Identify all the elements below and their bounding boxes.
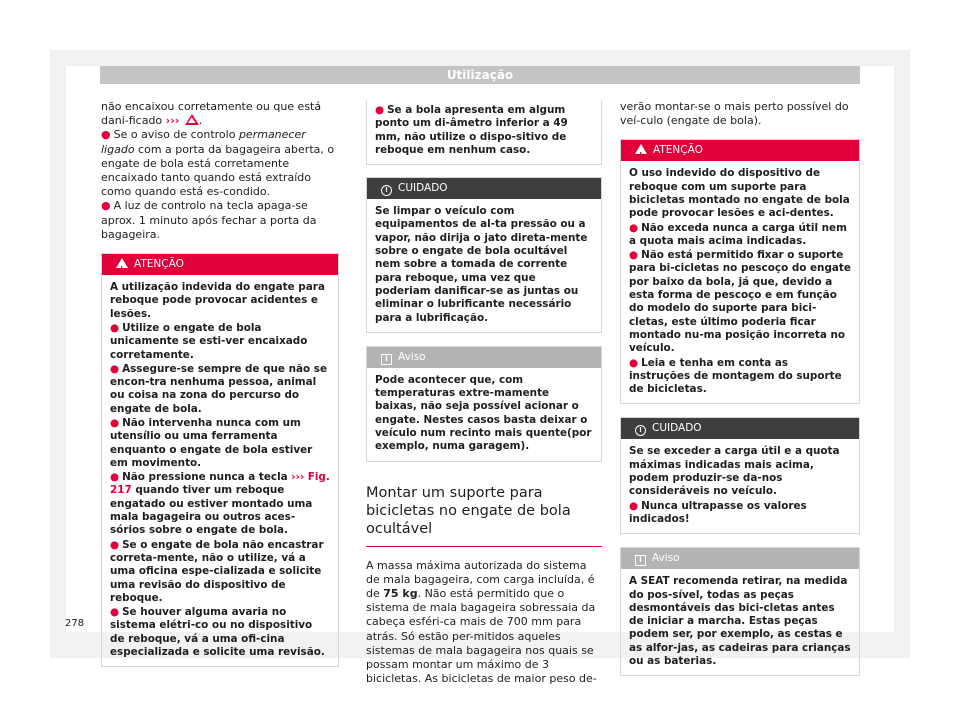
warning-box-header: !ATENÇÃO xyxy=(102,254,338,275)
warning-box xyxy=(620,139,860,404)
note-box-header: i Aviso xyxy=(621,548,859,569)
caution-box-body: Se limpar o veículo com equipamentos de al-ta pressão ou a vapor, não dirija o jato direta-mente sobre o engate de bola ocultável nem sobre a tomada de corrente para reboque, uma vez que poderiam danificar-se as juntas ou eliminar o lubrificante necessário para a lubrificação. xyxy=(375,205,588,324)
list-item: ● Não intervenha nunca com um utensílio ou uma ferramenta enquanto o engate de bola estiver em movimento. xyxy=(110,417,313,469)
note-box-body: Pode acontecer que, com temperaturas extre-mamente baixas, não seja possível acionar o engate. Nestes casos basta deixar o veículo num recinto mais quente(por exemplo, numa garagem). xyxy=(375,373,592,453)
list-item: ● Utilize o engate de bola unicamente se esti-ver encaixado corretamente. xyxy=(110,321,308,361)
list-item: ● A luz de controlo na tecla apaga-se aprox. 1 minuto após fechar a porta da bagageira. xyxy=(101,199,317,241)
warning-box-body: A utilização indevida do engate para reboque pode provocar acidentes e lesões. ● Utilize o engate de bola unicamente se esti-ver encaixado corretamente. ● Assegure-se sempre de que não se encon-tra nenhuma pessoa, animal ou coisa na zona do percurso do engate de bola. ● Não intervenha nunca com um utensílio ou uma ferramenta enquanto o engate de bola estiver em movimento. ● Não pressione nunca a tecla ››› Fig. 217 quando tiver um reboque engatado ou estiver montado uma mala bagageira ou outros aces-sórios sobre o engate de bola. ● Se o engate de bola não encastrar correta-mente, não o utilize, vá a uma oficina espe-cializada e solicite uma revisão do dispositivo de reboque. ● Se houver alguma avaria no sistema elétri-co ou no dispositivo de reboque, vá a uma ofi-cina especializada e solicite uma revisão. xyxy=(110,281,330,659)
list-item: ● Leia e tenha em conta as instruções de montagem do suporte de bicicletas. xyxy=(629,356,842,396)
list-item: ● Se a bola apresenta em algum ponto um di-âmetro inferior a 49 mm, não utilize o dispo-sitivo de reboque em nenhum caso. xyxy=(375,104,568,156)
bullet-icon: ● xyxy=(110,471,120,484)
figure-link[interactable]: ››› Fig. 217 xyxy=(110,471,330,497)
bullet-icon: ● xyxy=(110,606,120,619)
warning-icon xyxy=(635,144,647,154)
list-item: ● Não pressione nunca a tecla ››› Fig. 217 quando tiver um reboque engatado ou estiver montado uma mala bagageira ou outros aces-sórios sobre o engate de bola. xyxy=(110,471,330,537)
bullet-icon: ● xyxy=(629,499,639,512)
caution-box xyxy=(366,177,602,333)
list-item: ● Se houver alguma avaria no sistema elétri-co ou no dispositivo de reboque, vá a uma ofi-cina especializada e solicite uma revisão. xyxy=(110,606,325,659)
bullet-icon: ● xyxy=(629,221,639,234)
intro-text: não encaixou corretamente ou que está dani-ficado ››› . xyxy=(101,100,322,128)
warning-box-body: O uso indevido do dispositivo de reboque com um suporte para bicicletas montado no engate de bola pode provocar lesões e aci-dentes. ● Não exceda nunca a carga útil nem a quota mais acima indicadas. ● Não está permitido fixar o suporte para bi-cicletas no pescoço do engate por baixo da bola, já que, devido a esta forma de pescoço e em função do modelo do suporte para bici-cletas, este último poderia ficar montado nu-ma posição incorreta no veículo. ● Leia e tenha em conta as instruções de montagem do suporte de bicicletas. xyxy=(629,167,851,396)
column-1 xyxy=(101,100,339,667)
warning-box xyxy=(101,253,339,667)
bullet-icon: ● xyxy=(375,104,385,116)
caution-icon: ! xyxy=(381,185,392,196)
note-box xyxy=(620,547,860,676)
bullet-icon: ● xyxy=(110,362,120,375)
list-item: ● Se o engate de bola não encastrar correta-mente, não o utilize, vá a uma oficina espe-cializada e solicite uma revisão do dispositivo de reboque. xyxy=(110,538,324,604)
list-item: ● Nunca ultrapasse os valores indicados! xyxy=(629,499,807,525)
list-item: ● Assegure-se sempre de que não se encon-tra nenhuma pessoa, animal ou coisa na zona do percurso do engate de bola. xyxy=(110,362,327,415)
list-item: ● Se o aviso de controlo permanecer ligado com a porta da bagageira aberta, o engate de bola está corretamente encaixado tanto quando está extraído como quando está es-condido. xyxy=(101,128,335,199)
bullet-icon: ● xyxy=(629,249,639,262)
section-title: Montar um suporte para bicicletas no engate de bola ocultável xyxy=(366,484,602,547)
info-icon: i xyxy=(635,555,646,566)
column-2 xyxy=(366,100,602,686)
reference-arrow: ››› xyxy=(165,114,180,128)
warning-icon xyxy=(116,258,128,268)
bullet-icon: ● xyxy=(101,199,111,213)
warning-box-header: !ATENÇÃO xyxy=(621,140,859,161)
list-item: ● Não está permitido fixar o suporte para bi-cicletas no pescoço do engate por baixo da bola, já que, devido a esta forma de pescoço e em função do modelo do suporte para bici-cletas, este último poderia ficar montado nu-ma posição incorreta no veículo. xyxy=(629,249,851,355)
page-header: Utilização xyxy=(100,66,860,84)
caution-box-body: Se se exceder a carga útil e a quota máximas indicadas mais acima, podem produzir-se da-nos consideráveis no veículo. ● Nunca ultrapasse os valores indicados! xyxy=(621,439,859,533)
warning-icon xyxy=(185,114,199,125)
note-box-header: i Aviso xyxy=(367,347,601,368)
caution-box-header: ! CUIDADO xyxy=(367,178,601,199)
warning-box-continued xyxy=(366,100,602,165)
caution-box-header: ! CUIDADO xyxy=(621,418,859,439)
note-box-body: A SEAT recomenda retirar, na medida do pos-sível, todas as peças desmontáveis das bici-cletas antes de iniciar a marcha. Estas peças podem ser, por exemplo, as cestas e as alfor-jas, as cadeiras para crianças ou as baterias. xyxy=(629,575,851,668)
bullet-icon: ● xyxy=(110,538,120,551)
caution-icon: ! xyxy=(635,425,646,436)
bullet-icon: ● xyxy=(110,321,120,334)
caution-box xyxy=(620,417,860,534)
page-number: 278 xyxy=(65,618,85,629)
intro-text: verão montar-se o mais perto possível do veí-culo (engate de bola). xyxy=(620,100,849,128)
body-paragraph: A massa máxima autorizada do sistema de mala bagageira, com carga incluída, é de 75 kg. Não está permitido que o sistema de mala bagageira sobressaia da cabeça esféri-ca mais de 700 mm para atrás. Só estão per-mitidos aqueles sistemas de mala bagageira nos quais se possam montar um máximo de 3 bicicletas. As bicicletas de maior peso de- xyxy=(366,558,597,686)
bullet-icon: ● xyxy=(101,128,111,142)
column-3 xyxy=(620,100,860,676)
bullet-icon: ● xyxy=(110,417,120,429)
list-item: ● Não exceda nunca a carga útil nem a quota mais acima indicadas. xyxy=(629,221,847,247)
info-icon: i xyxy=(381,354,392,365)
bullet-icon: ● xyxy=(629,356,639,369)
note-box xyxy=(366,346,602,462)
